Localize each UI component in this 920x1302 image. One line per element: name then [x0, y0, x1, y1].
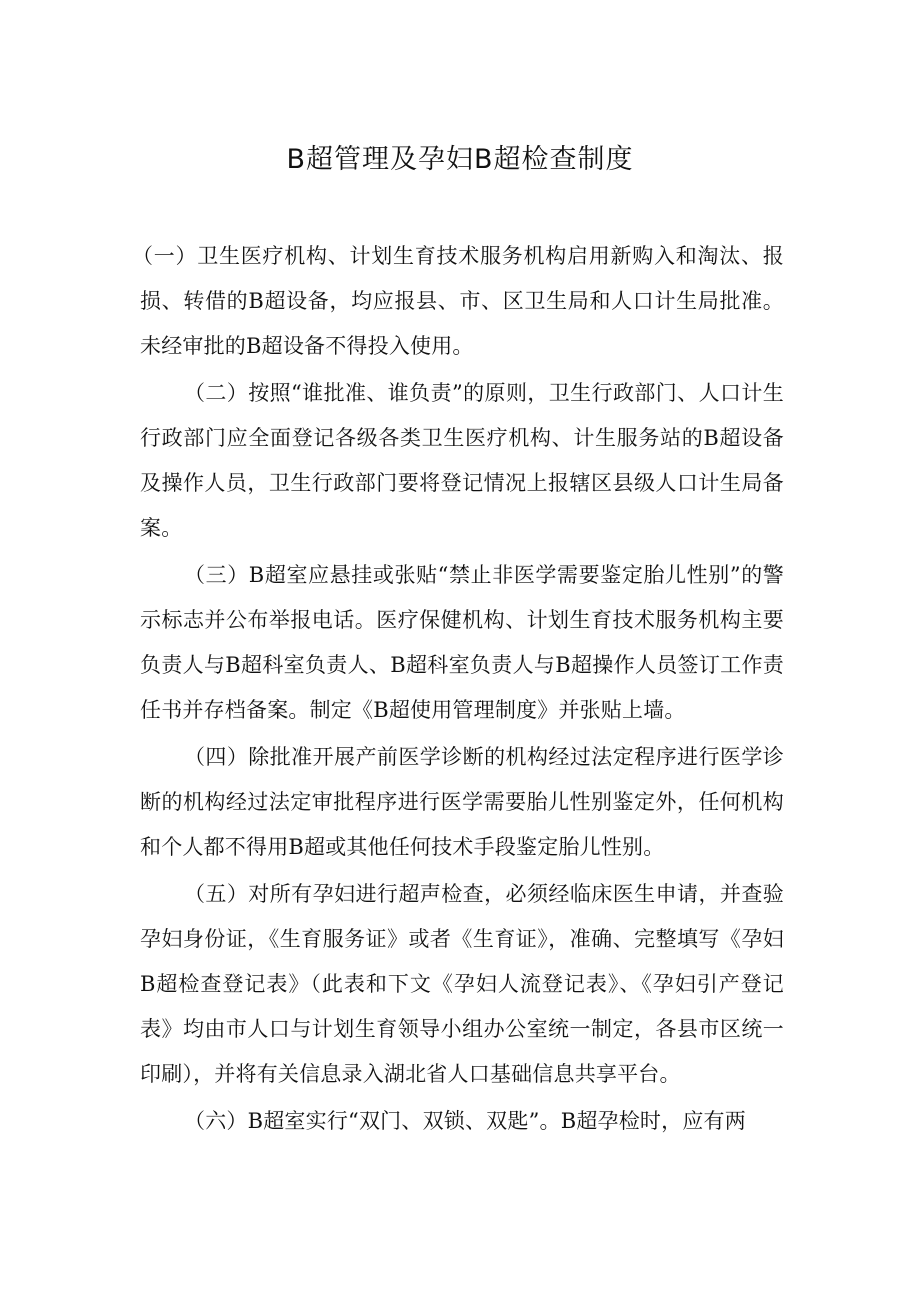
document-body	[132, 234, 784, 1144]
paragraph-5: （五）对所有孕妇进行超声检查，必须经临床医生申请，并查验孕妇身份证，《生育服务证》或者《生育证》，准确、完整填写《孕妇B超检查登记表》（此表和下文《孕妇人流登记表》、《孕妇引产登记表》均由市人口与计划生育领导小组办公室统一制定，各县市区统一印刷），并将有关信息录入湖北省人口基础信息共享平台。	[140, 882, 784, 1086]
paragraph-1: （一）卫生医疗机构、计划生育技术服务机构启用新购入和淘汰、报损、转借的B超设备，均应报县、市、区卫生局和人口计生局批准。未经审批的B超设备不得投入使用。	[132, 244, 784, 358]
paragraph-2: （二）按照“谁批准、谁负责”的原则，卫生行政部门、人口计生行政部门应全面登记各级各类卫生医疗机构、计生服务站的B超设备及操作人员，卫生行政部门要将登记情况上报辖区县级人口计生局备案。	[140, 381, 784, 540]
paragraph-4: （四）除批准开展产前医学诊断的机构经过法定程序进行医学诊断的机构经过法定审批程序进行医学需要胎儿性别鉴定外，任何机构和个人都不得用B超或其他任何技术手段鉴定胎儿性别。	[140, 745, 784, 859]
paragraph-3: （三）B超室应悬挂或张贴“禁止非医学需要鉴定胎儿性别”的警示标志并公布举报电话。医疗保健机构、计划生育技术服务机构主要负责人与B超科室负责人、B超科室负责人与B超操作人员签订工作责任书并存档备案。制定《B超使用管理制度》并张贴上墙。	[140, 563, 784, 722]
paragraph-6: （六）B超室实行“双门、双锁、双匙”。B超孕检时，应有两	[184, 1109, 746, 1133]
document-title: B超管理及孕妇B超检查制度	[286, 144, 634, 175]
